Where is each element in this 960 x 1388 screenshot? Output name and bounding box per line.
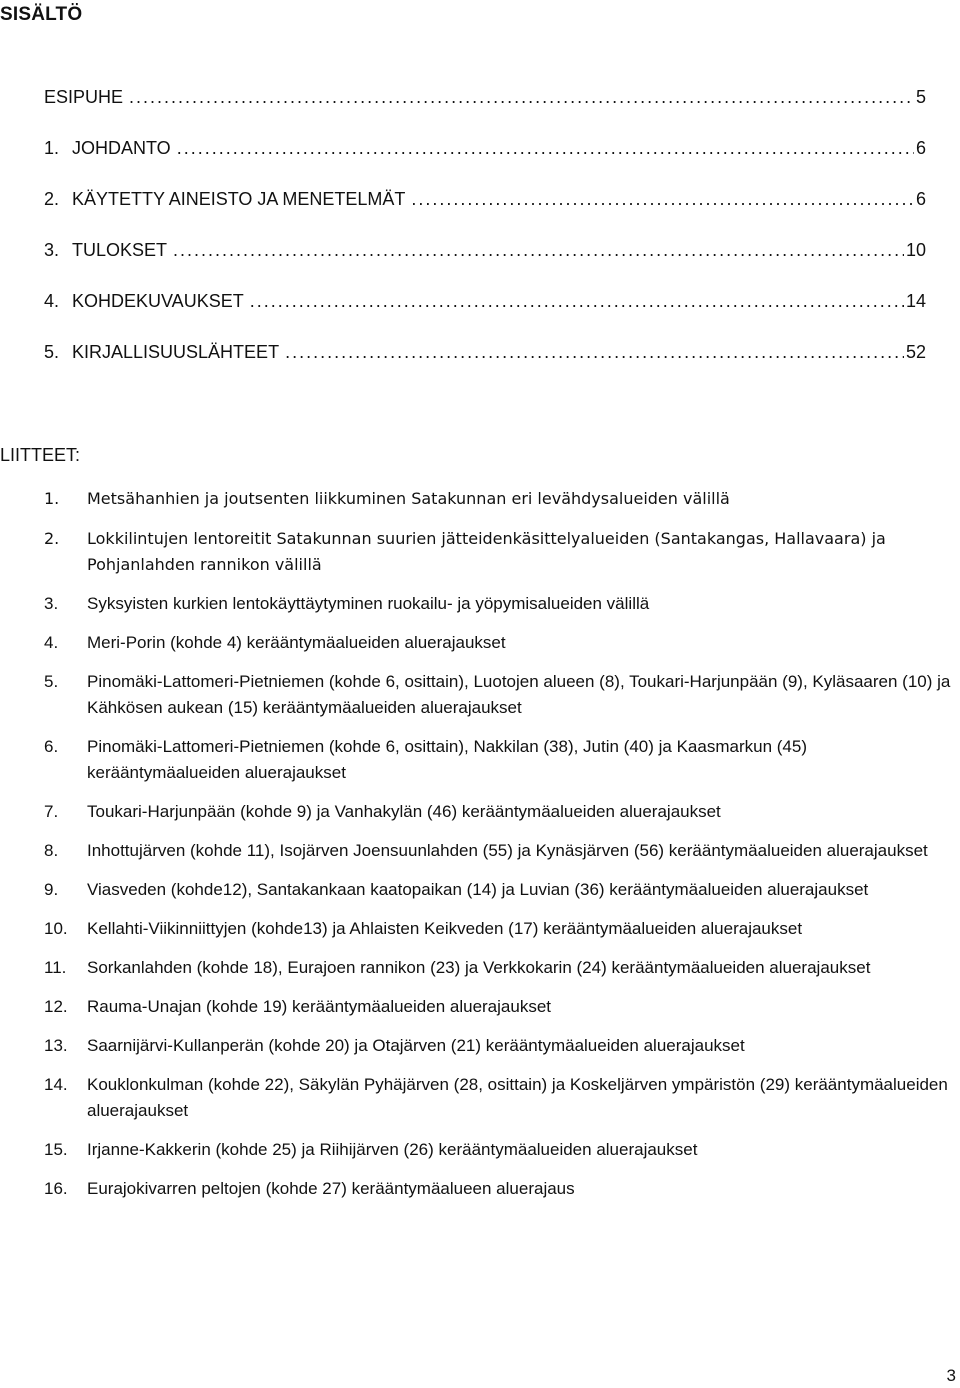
appendix-text: Kouklonkulman (kohde 22), Säkylän Pyhäjärven (28, osittain) ja Koskeljärven ympäristön (29) kerääntymäalueiden aluerajaukset: [87, 1075, 948, 1120]
toc-entry-page: 14: [905, 291, 926, 311]
appendix-item[interactable]: [44, 799, 956, 825]
appendix-item[interactable]: [44, 838, 956, 864]
appendix-item[interactable]: [44, 669, 956, 721]
appendix-text: Irjanne-Kakkerin (kohde 25) ja Riihijärven (26) kerääntymäalueiden aluerajaukset: [87, 1140, 698, 1159]
toc-entry-label: KIRJALLISUUSLÄHTEET: [72, 342, 280, 362]
page-title: SISÄLTÖ: [0, 4, 83, 25]
appendix-list: [44, 486, 956, 1202]
appendix-text: Eurajokivarren peltojen (kohde 27) kerääntymäalueen aluerajaus: [87, 1179, 575, 1198]
appendix-text: Rauma-Unajan (kohde 19) kerääntymäalueiden aluerajaukset: [87, 997, 551, 1016]
appendix-number: 10.: [44, 919, 68, 938]
appendix-number: 14.: [44, 1075, 68, 1094]
appendix-item[interactable]: [44, 526, 956, 578]
toc-entry-number: 2.: [44, 189, 60, 209]
toc-entry-page: 5: [915, 87, 926, 107]
toc-entry-label: KÄYTETTY AINEISTO JA MENETELMÄT: [72, 189, 406, 209]
toc-entry-number: 5.: [44, 342, 60, 362]
appendix-number: 1.: [44, 489, 60, 508]
table-of-contents: [44, 87, 926, 393]
appendix-item[interactable]: [44, 877, 956, 903]
toc-leader-dots: [285, 342, 904, 363]
toc-entry-tulokset[interactable]: [44, 240, 926, 291]
toc-leader-dots: [173, 240, 904, 261]
appendix-text: Saarnijärvi-Kullanperän (kohde 20) ja Otajärven (21) kerääntymäalueiden aluerajaukset: [87, 1036, 745, 1055]
appendix-text: Toukari-Harjunpään (kohde 9) ja Vanhakylän (46) kerääntymäalueiden aluerajaukset: [87, 802, 721, 821]
toc-entry-johdanto[interactable]: [44, 138, 926, 189]
appendix-item[interactable]: [44, 734, 956, 786]
appendix-item[interactable]: [44, 916, 956, 942]
appendix-number: 11.: [44, 958, 67, 977]
toc-entry-kirjallisuus[interactable]: [44, 342, 926, 393]
appendix-number: 3.: [44, 594, 59, 613]
toc-entry-label: JOHDANTO: [72, 138, 171, 158]
appendix-number: 9.: [44, 880, 59, 899]
toc-entry-page: 6: [915, 138, 926, 158]
toc-entry-page: 10: [905, 240, 926, 260]
toc-entry-kohdekuvaukset[interactable]: [44, 291, 926, 342]
toc-entry-label: KOHDEKUVAUKSET: [72, 291, 244, 311]
toc-entry-label: TULOKSET: [72, 240, 168, 260]
toc-leader-dots: [177, 138, 914, 159]
appendix-number: 4.: [44, 633, 59, 652]
appendix-item[interactable]: [44, 591, 956, 617]
appendix-number: 2.: [44, 529, 60, 548]
appendix-item[interactable]: [44, 630, 956, 656]
toc-entry-number: 4.: [44, 291, 60, 311]
appendix-item[interactable]: [44, 994, 956, 1020]
appendix-item[interactable]: [44, 486, 956, 512]
appendix-item[interactable]: [44, 1176, 956, 1202]
toc-entry-number: 1.: [44, 138, 60, 158]
appendix-number: 6.: [44, 737, 59, 756]
appendix-number: 15.: [44, 1140, 68, 1159]
toc-entry-page: 52: [905, 342, 926, 362]
appendix-text: Syksyisten kurkien lentokäyttäytyminen ruokailu- ja yöpymisalueiden välillä: [87, 594, 650, 613]
appendix-item[interactable]: [44, 955, 956, 981]
appendix-text: Sorkanlahden (kohde 18), Eurajoen rannikon (23) ja Verkkokarin (24) kerääntymäalueiden aluerajaukset: [87, 958, 871, 977]
appendix-number: 12.: [44, 997, 68, 1016]
appendix-text: Pinomäki-Lattomeri-Pietniemen (kohde 6, osittain), Nakkilan (38), Jutin (40) ja Kaasmarkun (45) kerääntymäalueiden aluerajaukset: [87, 737, 807, 782]
toc-leader-dots: [411, 189, 914, 210]
appendix-item[interactable]: [44, 1137, 956, 1163]
appendix-item[interactable]: [44, 1033, 956, 1059]
appendix-text: Inhottujärven (kohde 11), Isojärven Joensuunlahden (55) ja Kynäsjärven (56) kerääntymäalueiden aluerajaukset: [87, 841, 928, 860]
appendix-item[interactable]: [44, 1072, 956, 1124]
appendix-text: Metsähanhien ja joutsenten liikkuminen Satakunnan eri levähdysalueiden välillä: [87, 489, 730, 508]
appendix-number: 7.: [44, 802, 59, 821]
appendix-text: Viasveden (kohde12), Santakankaan kaatopaikan (14) ja Luvian (36) kerääntymäalueiden aluerajaukset: [87, 880, 869, 899]
appendix-text: Meri-Porin (kohde 4) kerääntymäalueiden aluerajaukset: [87, 633, 506, 652]
appendix-number: 5.: [44, 672, 59, 691]
appendix-number: 8.: [44, 841, 59, 860]
toc-leader-dots: [129, 87, 914, 108]
appendix-text: Lokkilintujen lentoreitit Satakunnan suurien jätteidenkäsittelyalueiden (Santakangas, Hallavaara) ja Pohjanlahden rannikon välillä: [87, 529, 886, 574]
toc-entry-aineisto[interactable]: [44, 189, 926, 240]
toc-leader-dots: [250, 291, 904, 312]
toc-entry-number: 3.: [44, 240, 60, 260]
toc-entry-esipuhe[interactable]: [44, 87, 926, 138]
appendices-heading: LIITTEET:: [0, 445, 81, 465]
appendix-number: 13.: [44, 1036, 68, 1055]
toc-entry-label: ESIPUHE: [44, 87, 124, 107]
appendix-text: Kellahti-Viikinniittyjen (kohde13) ja Ahlaisten Keikveden (17) kerääntymäalueiden aluerajaukset: [87, 919, 803, 938]
page-number: 3: [946, 1366, 956, 1385]
appendix-text: Pinomäki-Lattomeri-Pietniemen (kohde 6, osittain), Luotojen alueen (8), Toukari-Harjunpään (9), Kyläsaaren (10) ja Kähkösen aukean (15) kerääntymäalueiden aluerajaukset: [87, 672, 951, 717]
toc-entry-page: 6: [915, 189, 926, 209]
appendix-number: 16.: [44, 1179, 68, 1198]
